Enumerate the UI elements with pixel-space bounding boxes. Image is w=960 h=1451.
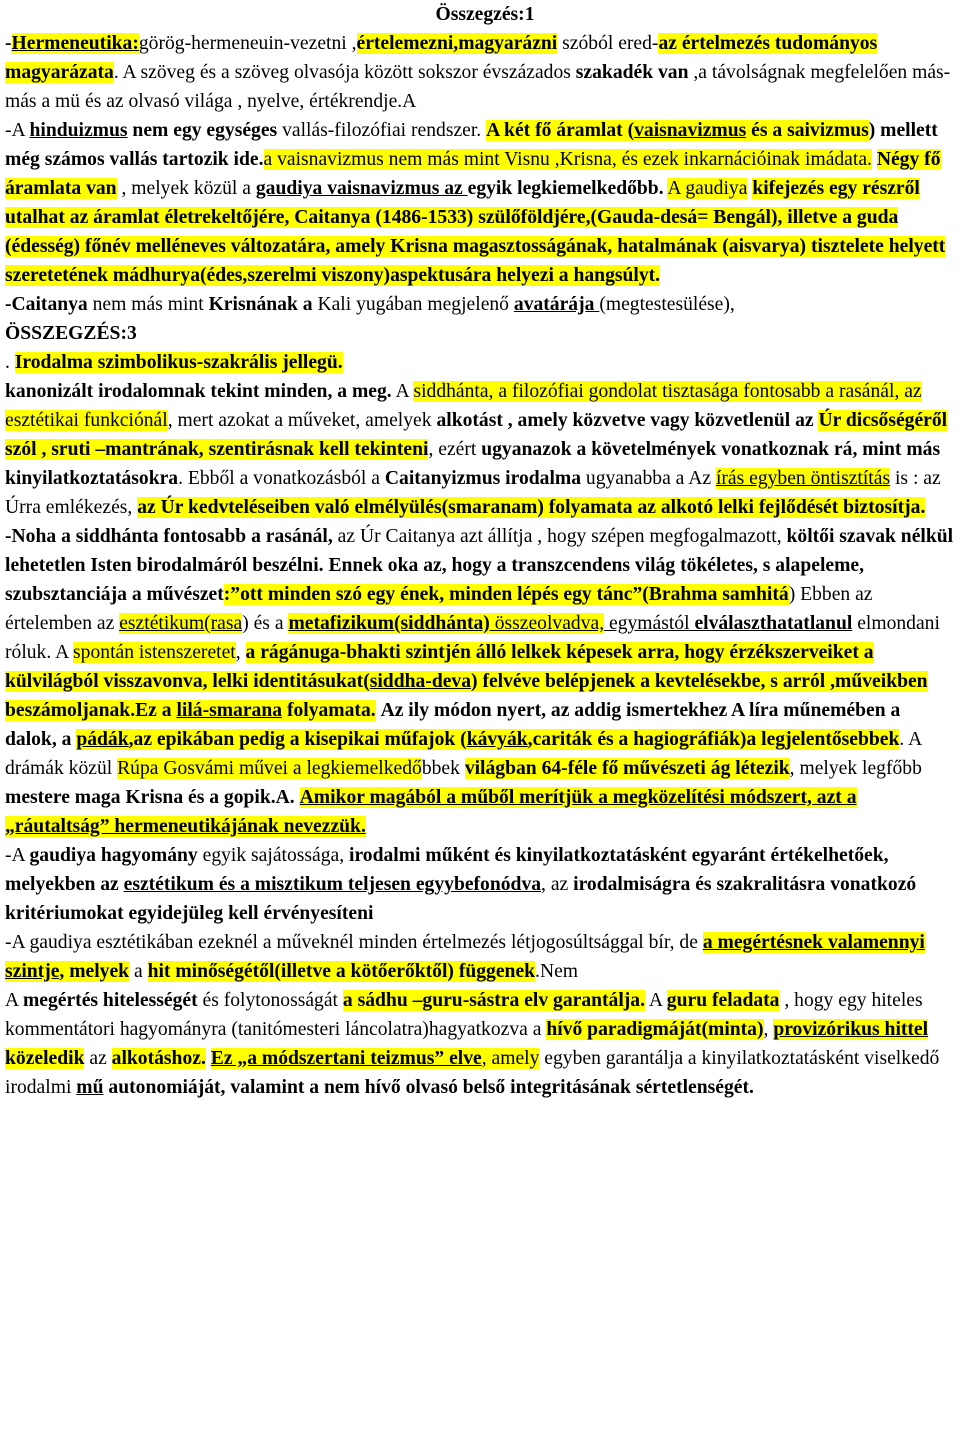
text-run: , ezért — [428, 439, 482, 460]
text-run: görög-hermeneuin-vezetni , — [138, 33, 357, 54]
text-run: Úr dicsőségéről szól , sruti –mantrának, szentirásnak kell tekinteni — [5, 410, 948, 460]
document-page — [5, 0, 955, 1102]
text-run: , melyek közül a — [116, 178, 256, 199]
text-run: avatárája — [513, 294, 600, 315]
text-run: :”ott minden szó egy ének, minden lépés egy tánc”(Brahma samhitá — [223, 584, 789, 605]
text-run: az értelmezés tudományos magyarázata — [5, 33, 878, 83]
text-run: autonomiáját, valamint a nem hívő olvasó belső integritásának sértetlenségét. — [103, 1077, 754, 1098]
text-run: egyik sajátossága, — [197, 845, 350, 866]
text-run: ugyanabba a Az — [581, 468, 716, 489]
text-run: ugyanazok a követelmények vonatkoznak rá, mint más kinyilatkoztatásokra — [5, 439, 941, 489]
text-run: kanonizált irodalomnak tekint minden, a meg. — [5, 381, 392, 402]
text-run: , mert azokat a műveket, amelyek — [167, 410, 437, 431]
text-run: ) mellett még számos vallás tartozik ide. — [5, 120, 938, 170]
text-run: Az ily módon nyert, az addig ismertekhez A líra műnemében a dalok, a — [5, 700, 901, 750]
paragraph — [5, 319, 955, 348]
text-run: elválaszthatatlanul — [694, 613, 853, 634]
text-run: a megértésnek valamennyi szintje — [5, 932, 925, 982]
text-run: Rúpa Gosvámi művei a legkiemelkedő — [117, 758, 422, 779]
text-run: -A — [5, 120, 30, 141]
text-run: .Nem — [535, 961, 579, 982]
text-run: összeolvadva, — [489, 613, 605, 634]
text-run: siddhánta, a filozófiai gondolat tisztasága fontosabb a rasánál, az esztétikai funkciónál — [5, 381, 922, 431]
text-run: költői szavak nélkül lehetetlen Isten birodalmáról beszélni. Ennek oka az, hogy a transzcendens világ tökéletes, s alapeleme, szubsztanciája a művészet — [5, 526, 954, 605]
text-run: ) Ebben az értelemben az — [5, 584, 873, 634]
text-run: (megtestesülése), — [599, 294, 735, 315]
text-run: , — [235, 642, 246, 663]
text-run: az Úr Caitanya azt állítja , hogy szépen megfogalmazott, — [332, 526, 787, 547]
text-run: spontán istenszeretet — [73, 642, 236, 663]
text-run: ÖSSZEGZÉS:3 — [5, 323, 137, 344]
text-run: A — [5, 990, 23, 1011]
paragraph — [5, 986, 955, 1102]
text-run: esztétikum(rasa — [119, 613, 243, 634]
text-run: világban 64-féle fő művészeti ág létezik — [464, 758, 790, 779]
text-run: mestere maga Krisna és a gopik.A. — [5, 787, 295, 808]
text-run: hit minőségétől(illetve a kötőerőktől) függenek — [147, 961, 536, 982]
text-run: siddha-deva — [369, 671, 472, 692]
text-run: , az — [541, 874, 574, 895]
text-run: egymástól — [604, 613, 695, 634]
text-run: Hermeneutika: — [11, 33, 139, 54]
text-run — [295, 787, 300, 808]
text-run: metafizikum(siddhánta) — [288, 613, 490, 634]
text-run: Irodalma szimbolikus-szakrális jellegü. — [14, 352, 343, 373]
paragraph — [5, 841, 955, 928]
text-run: . Ebből a vonatkozásból a — [178, 468, 385, 489]
text-run: vallás-filozófiai rendszer. — [277, 120, 487, 141]
text-run: az — [84, 1048, 112, 1069]
paragraph — [5, 29, 955, 116]
text-run: szakadék van — [575, 62, 689, 83]
text-run: és folytonosságát — [197, 990, 343, 1011]
text-run: közeledik — [5, 1048, 85, 1069]
text-run: , hogy egy hiteles kommentátori hagyományra (tanitómesteri láncolatra)hagyatkozva a — [5, 990, 923, 1040]
text-run: - — [5, 33, 12, 54]
paragraph — [5, 928, 955, 986]
text-run: szóból ered- — [557, 33, 659, 54]
text-run: egyik legkiemelkedőbb. — [467, 178, 664, 199]
paragraph — [5, 522, 955, 841]
text-run: A — [391, 381, 414, 402]
text-run: egyben garantálja a kinyilatkoztatásként viselkedő irodalmi — [5, 1048, 940, 1098]
text-run: hinduizmus — [29, 120, 128, 141]
text-run: írás egyben öntisztítás — [715, 468, 891, 489]
text-run: A gaudiya — [667, 178, 748, 199]
text-run: hívő paradigmáját(minta) — [546, 1019, 764, 1040]
text-run: alkotáshoz. — [111, 1048, 206, 1069]
paragraph — [5, 348, 955, 377]
text-run: nem egy egységes — [127, 120, 278, 141]
page-title: Összegzés:1 — [435, 4, 535, 25]
text-run: A — [645, 990, 667, 1011]
text-run: mű — [76, 1077, 104, 1098]
text-run: folyamata. — [282, 700, 376, 721]
text-run: , amely — [481, 1048, 540, 1069]
text-run: nem más mint — [87, 294, 209, 315]
text-run: ,a távolságnak megfelelően más-más a mü és az olvasó világa , nyelve, értékrendje.A — [5, 62, 951, 112]
text-run: Amikor magából a műből merítjük a megközelítési módszert, azt a „ráutaltság” hermeneutikájának nevezzük. — [5, 787, 857, 837]
text-run: a — [129, 961, 148, 982]
text-run: gaudiya vaisnavizmus az — [255, 178, 468, 199]
text-run: Caitanyizmus irodalma — [384, 468, 582, 489]
text-run: a sádhu –guru-sástra elv garantálja. — [342, 990, 645, 1011]
text-run: értelemezni,magyarázni — [356, 33, 558, 54]
paragraph — [5, 377, 955, 522]
text-run: a rágánuga-bhakti szintjén álló lelkek képesek arra, hogy érzékszerveiket a külvilágból visszavonva, lelki identitásukat( — [5, 642, 874, 692]
text-run: elmondani róluk. A — [5, 613, 940, 663]
text-run: provizórikus hittel — [773, 1019, 929, 1040]
text-run: ) felvéve belépjenek a kevtelésekbe, s arról ,műveikben beszámoljanak.Ez a — [5, 671, 928, 721]
text-run: -A gaudiya esztétikában ezeknél a műveknél minden értelmezés létjogosúltsággal bír, de — [5, 932, 703, 953]
text-run: Krisnának a — [208, 294, 313, 315]
text-run: , — [763, 1019, 774, 1040]
text-run: A két fő áramlat ( — [486, 120, 635, 141]
text-run: . — [5, 352, 15, 373]
text-run: ,cariták és a hagiográfiák)a legjelentősebbek — [527, 729, 900, 750]
text-run: -A — [5, 845, 30, 866]
text-run: ) és a — [242, 613, 289, 634]
text-run: pádák — [76, 729, 129, 750]
text-run: vaisnavizmus — [634, 120, 747, 141]
text-run: megértés hitelességét — [22, 990, 198, 1011]
text-run: . A szöveg és a szöveg olvasója között sokszor évszázados — [113, 62, 576, 83]
text-run: gaudiya hagyomány — [29, 845, 198, 866]
text-run: , melyek legfőbb — [789, 758, 922, 779]
text-run: Ez „a módszertani teizmus” elve — [210, 1048, 482, 1069]
paragraph — [5, 290, 955, 319]
text-run: is : az Úrra emlékezés, — [5, 468, 941, 518]
text-run: a vaisnavizmus nem más mint Visnu ,Krisna, és ezek inkarnációinak imádata. — [263, 149, 872, 170]
text-run: bbek — [421, 758, 465, 779]
text-run: lilá-smarana — [176, 700, 283, 721]
text-run: -Noha a siddhánta fontosabb a rasánál, — [5, 526, 333, 547]
text-run: kávyák — [466, 729, 528, 750]
text-run: Négy fő áramlata van — [5, 149, 941, 199]
text-run: irodalmi műként és kinyilatkoztatásként egyaránt értékelhetőek, melyekben az — [5, 845, 889, 895]
text-run: ,az epikában pedig a kisepikai műfajok ( — [128, 729, 467, 750]
text-run: , melyek — [59, 961, 130, 982]
text-run: Kali yugában megjelenő — [312, 294, 514, 315]
text-run: -Caitanya — [5, 294, 88, 315]
paragraph — [5, 116, 955, 290]
text-run: . A drámák közül — [5, 729, 922, 779]
text-run: az Úr kedvteléseiben való elmélyülés(smaranam) folyamata az alkotó lelki fejlődését biztosítja. — [137, 497, 926, 518]
document-body — [5, 29, 955, 1102]
text-run: és a saivizmus — [746, 120, 869, 141]
text-run — [206, 1048, 211, 1069]
text-run: esztétikum és a misztikum teljesen egyybefonódva — [123, 874, 542, 895]
text-run: alkotást , amely közvetve vagy közvetlenül az — [436, 410, 819, 431]
text-run: irodalmiságra és szakralitásra vonatkozó kritériumokat egyidejüleg kell érvényesíteni — [5, 874, 917, 924]
text-run: guru feladata — [666, 990, 780, 1011]
text-run: kifejezés egy részről utalhat az áramlat életrekeltőjére, Caitanya (1486-1533) szülőföldjére,(Gauda-desá= Bengál), illetve a guda (édesség) főnév melléneves változatára, amely Krisna magasztosságának, hatalmának (aisvarya) tisztelete helyett szeretetének mádhurya(édes,szerelmi viszony)aspektusára helyezi a hangsúlyt. — [5, 178, 946, 286]
